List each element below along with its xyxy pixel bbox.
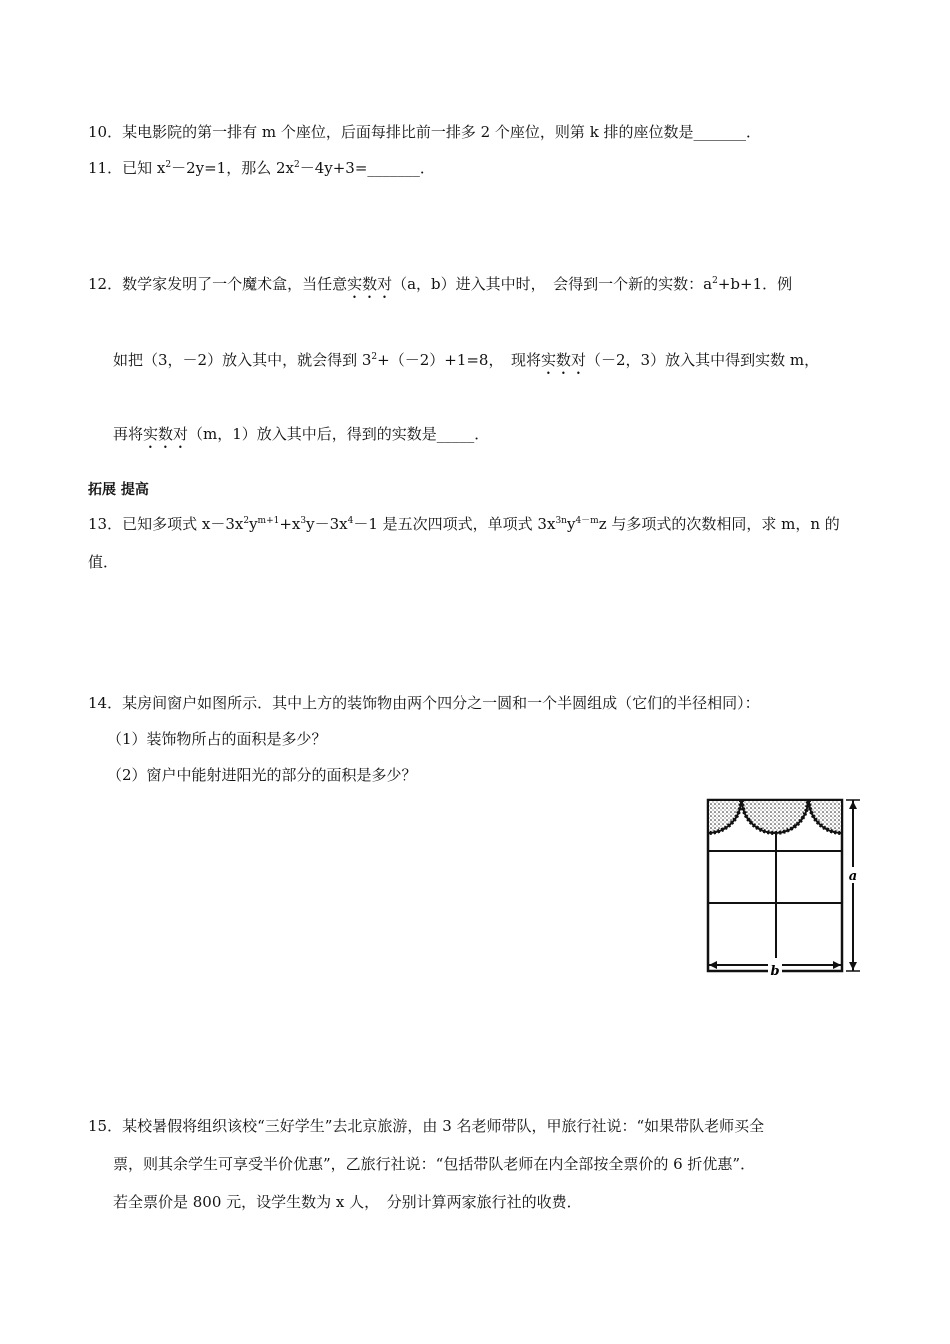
q12-text-3a: 再将: [113, 425, 144, 443]
question-15-line-3: 若全票价是 800 元，设学生数为 x 人， 分别计算两家旅行社的收费．: [113, 1193, 582, 1211]
q13-text-f: y: [566, 515, 576, 533]
q12-text-1b: （a，b）进入其中时， 会得到一个新的实数：a: [392, 275, 713, 293]
question-15-line-2: 票，则其余学生可享受半价优惠”，乙旅行社说：“包括带队老师在内全部按全票价的 6 折优惠”．: [113, 1155, 756, 1173]
question-10: [88, 122, 761, 142]
q13-exponent-1: 2: [243, 516, 250, 526]
window-figure: [702, 795, 867, 977]
q11-exponent-1: 2: [165, 160, 172, 170]
q12-text-2a: 如把（3，－2）放入其中，就会得到 3: [113, 351, 372, 369]
q12-text-1a: 12．数学家发明了一个魔术盒，当任意: [88, 275, 348, 293]
q13-text-a: 13．已知多项式 x－3x: [88, 515, 244, 533]
question-13-line-1: [88, 514, 840, 534]
q12-text-3b: （m，1）放入其中后，得到的实数是_____．: [188, 425, 490, 443]
q13-text-c: +x: [279, 515, 301, 533]
q10-text: 10．某电影院的第一排有 m 个座位，后面每排比前一排多 2 个座位，则第 k 排的座位数是_______．: [88, 123, 762, 141]
q12-emphasis-1: 实数对: [347, 275, 393, 293]
q13-text-e: －1 是五次四项式，单项式 3x: [353, 515, 556, 533]
q12-exponent-2: 2: [371, 352, 378, 362]
section-title: 拓展 提高: [88, 482, 149, 498]
question-14-stem: 14．某房间窗户如图所示．其中上方的装饰物由两个四分之一圆和一个半圆组成（它们的半径相同）：: [88, 694, 760, 712]
q13-exponent-4: 4: [347, 516, 354, 526]
window-diagram: [702, 795, 867, 977]
q13-text-d: y－3x: [306, 515, 348, 533]
q12-emphasis-3: 实数对: [143, 425, 189, 443]
q11-exponent-2: 2: [293, 160, 300, 170]
q11-text-b: －2y=1，那么 2x: [171, 159, 294, 177]
q12-exponent-1: 2: [712, 276, 718, 286]
q11-text-a: 11．已知 x: [88, 159, 166, 177]
q13-exponent-6: 4－m: [575, 516, 599, 526]
question-15-line-1: 15．某校暑假将组织该校“三好学生”去北京旅游，由 3 名老师带队，甲旅行社说：“如果带队老师买全: [88, 1117, 765, 1135]
question-12-line-1: [88, 274, 792, 302]
q13-exponent-5: 3n: [555, 516, 567, 526]
q12-text-2b: +（－2）+1=8， 现将: [377, 351, 541, 369]
q13-text-g: z 与多项式的次数相同，求 m，n 的: [598, 515, 840, 533]
question-12-line-3: [113, 424, 489, 452]
q13-exponent-2: m+1: [257, 516, 280, 526]
q12-text-2c: （－2，3）放入其中得到实数 m，: [586, 351, 820, 369]
q13-text-b: y: [249, 515, 258, 533]
q12-emphasis-2: 实数对: [540, 351, 586, 369]
q11-text-c: －4y+3=_______．: [299, 159, 435, 177]
question-14-part-1: （1）装饰物所占的面积是多少？: [107, 730, 327, 748]
q13-exponent-3: 3: [300, 516, 307, 526]
question-13-line-2: 值．: [88, 553, 119, 571]
label-b: b: [770, 964, 780, 977]
question-14-part-2: （2）窗户中能射进阳光的部分的面积是多少？: [107, 766, 417, 784]
question-11: [88, 158, 435, 178]
label-a: a: [848, 869, 858, 884]
q12-text-1c: +b+1．例: [717, 275, 793, 293]
question-12-line-2: [113, 350, 819, 378]
